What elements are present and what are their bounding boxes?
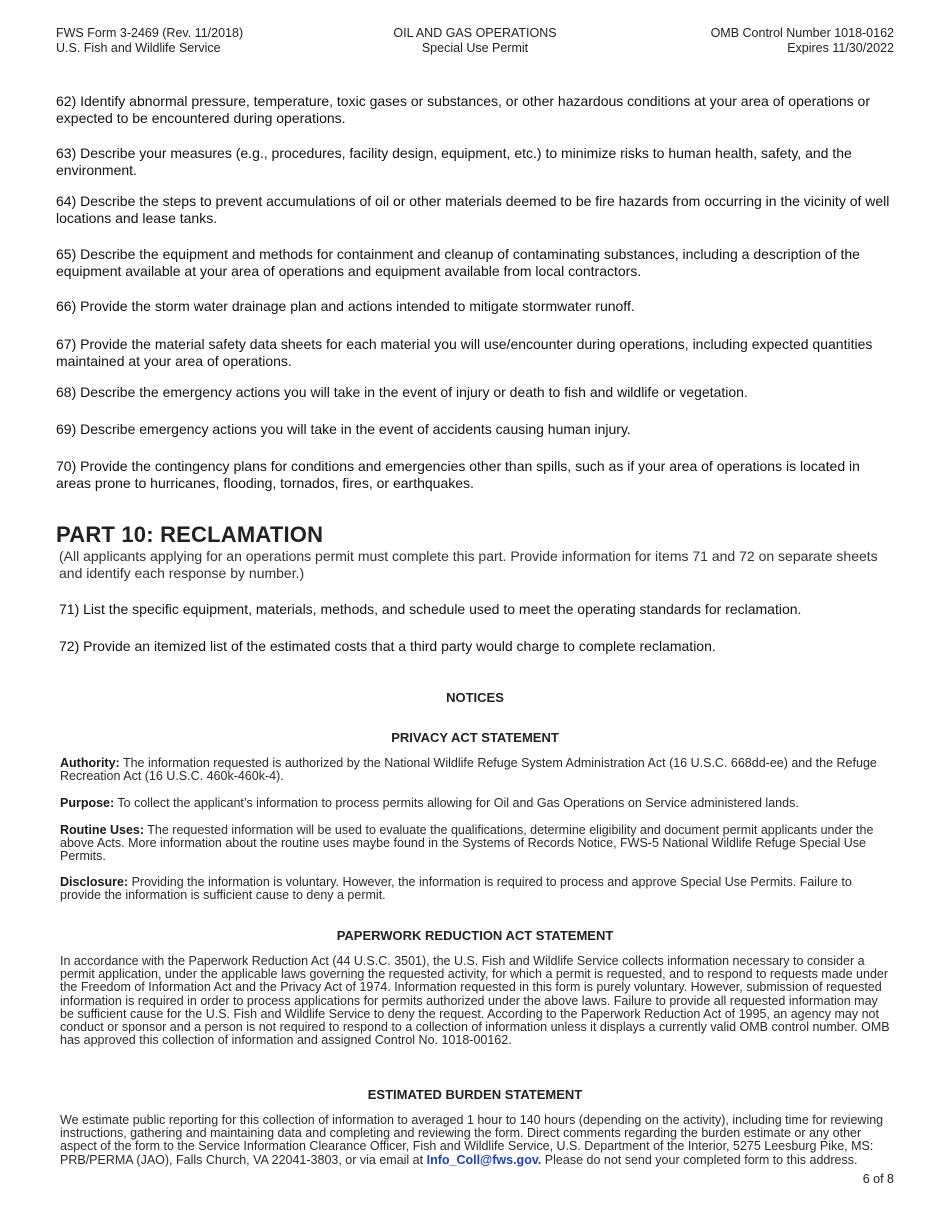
disclosure-paragraph xyxy=(60,876,890,902)
paperwork-act-paragraph: In accordance with the Paperwork Reduction Act (44 U.S.C. 3501), the U.S. Fish and Wildlife Service collects information necessary to consider a permit application, under the applicable laws governing the requested activity, for which a permit is requested, and to respond to requests made under the Freedom of Information Act and the Privacy Act of 1974. Information requested in this form is purely voluntary. However, submission of requested information is required in order to process applications for permits authorized under the above laws. Failure to provide all requested information may be sufficient cause for the U.S. Fish and Wildlife Service to deny the request. According to the Paperwork Reduction Act of 1995, an agency may not conduct or sponsor and a person is not required to respond to a collection of information unless it displays a currently valid OMB control number. OMB has approved this collection of information and assigned Control No. 1018-00162. xyxy=(60,954,890,1048)
routine-uses-text: The requested information will be used to evaluate the qualifications, determine eligibility and document permit applicants under the above Acts. More information about the routine uses maybe found in the Systems of Records Notice, FWS-5 National Wildlife Refuge Special Use Permits. xyxy=(60,823,874,864)
paperwork-act-heading: PAPERWORK REDUCTION ACT STATEMENT xyxy=(336,928,614,943)
agency-name: U.S. Fish and Wildlife Service xyxy=(56,41,221,55)
purpose-text: To collect the applicant’s information to process permits allowing for Oil and Gas Operations on Service administered lands. xyxy=(114,796,799,810)
burden-tail-text: Please do not send your completed form to this address. xyxy=(541,1152,858,1167)
routine-uses-paragraph xyxy=(60,824,890,864)
authority-label: Authority: xyxy=(60,756,120,770)
form-subtitle: Special Use Permit xyxy=(421,41,529,55)
form-number: FWS Form 3-2469 (Rev. 11/2018) xyxy=(56,26,244,40)
notices-heading: NOTICES xyxy=(446,690,504,705)
question-62: 62) Identify abnormal pressure, temperature, toxic gases or substances, or other hazardous conditions at your area of operations or expected to be encountered during operations. xyxy=(56,93,870,126)
question-69: 69) Describe emergency actions you will take in the event of accidents causing human injury. xyxy=(56,421,631,437)
routine-uses-label: Routine Uses: xyxy=(60,823,145,837)
expiration-date: Expires 11/30/2022 xyxy=(787,41,894,55)
privacy-act-heading: PRIVACY ACT STATEMENT xyxy=(391,730,559,745)
question-68: 68) Describe the emergency actions you will take in the event of injury or death to fish and wildlife or vegetation. xyxy=(56,384,748,400)
purpose-label: Purpose: xyxy=(60,796,115,810)
part-10-title: PART 10: RECLAMATION xyxy=(56,522,324,547)
question-70: 70) Provide the contingency plans for conditions and emergencies other than spills, such as if your area of operations is located in areas prone to hurricanes, flooding, tornados, fires, or earthquakes. xyxy=(56,458,860,491)
omb-control-number: OMB Control Number 1018-0162 xyxy=(710,26,894,40)
form-title: OIL AND GAS OPERATIONS xyxy=(393,26,557,40)
burden-text: We estimate public reporting for this collection of information to averaged 1 hour to 140 hours (depending on the activity), including time for reviewing instructions, gathering and maintaining data and completing and reviewing the form. Direct comments regarding the burden estimate or any other aspect of the form to the Service Information Clearance Officer, Fish and Wildlife Service, U.S. Department of the Interior, 5275 Leesburg Pike, MS: PRB/PERMA (JAO), Falls Church, VA 22041-3803, or via email at xyxy=(60,1113,884,1167)
question-63: 63) Describe your measures (e.g., procedures, facility design, equipment, etc.) to minimize risks to human health, safety, and the environment. xyxy=(56,145,852,178)
disclosure-label: Disclosure: xyxy=(60,875,129,889)
question-72: 72) Provide an itemized list of the estimated costs that a third party would charge to complete reclamation. xyxy=(59,638,716,654)
question-71: 71) List the specific equipment, materials, methods, and schedule used to meet the operating standards for reclamation. xyxy=(59,601,802,617)
question-66: 66) Provide the storm water drainage plan and actions intended to mitigate stormwater runoff. xyxy=(56,298,635,314)
authority-text: The information requested is authorized by the National Wildlife Refuge System Administration Act (16 U.S.C. 668dd-ee) and the Refuge Recreation Act (16 U.S.C. 460k-460k-4). xyxy=(60,756,877,784)
burden-heading: ESTIMATED BURDEN STATEMENT xyxy=(367,1087,583,1102)
purpose-paragraph xyxy=(60,797,890,810)
omb-header xyxy=(711,26,894,56)
burden-paragraph xyxy=(60,1114,890,1167)
part-10-intro: (All applicants applying for an operations permit must complete this part. Provide information for items 71 and 72 on separate sheets and identify each response by number.) xyxy=(59,548,878,581)
page-number: 6 of 8 xyxy=(862,1172,894,1186)
disclosure-text: Providing the information is voluntary. However, the information is required to process and approve Special Use Permits. Failure to provide the information is sufficient cause to deny a permit. xyxy=(60,875,852,903)
question-64: 64) Describe the steps to prevent accumulations of oil or other materials deemed to be fire hazards from occurring in the vicinity of well locations and lease tanks. xyxy=(56,193,890,226)
question-67: 67) Provide the material safety data sheets for each material you will use/encounter during operations, including expected quantities maintained at your area of operations. xyxy=(56,336,873,369)
authority-paragraph xyxy=(60,757,890,783)
info-coll-email-link[interactable]: Info_Coll@fws.gov. xyxy=(426,1152,542,1167)
question-65: 65) Describe the equipment and methods for containment and cleanup of contaminating substances, including a description of the equipment available at your area of operations and equipment available from local contractors. xyxy=(56,246,860,279)
